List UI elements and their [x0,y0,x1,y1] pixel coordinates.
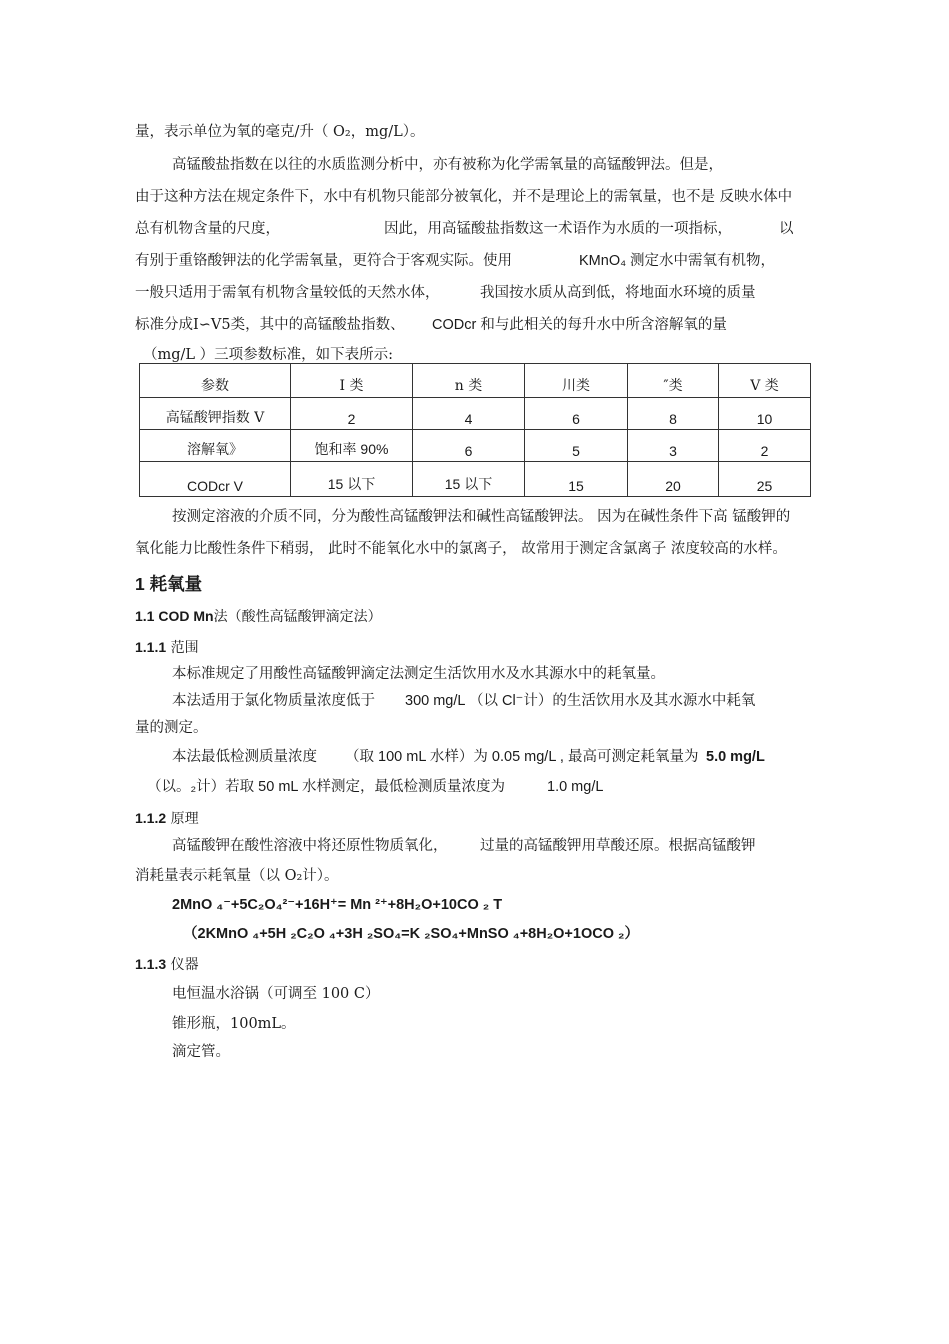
paragraph-line: （以。₂计）若取 50 mL 水样测定，最低检测质量浓度为 [147,779,505,795]
heading-number: 1.1.3 [135,956,167,972]
table-cell: 6 [525,398,628,430]
paragraph-line: 300 mg/L （以 Cl⁻计）的生活饮用水及其水源水中耗氧 [405,693,756,709]
chemical-equation: 2MnO ₄⁻+5C₂O₄²⁻+16H⁺= Mn ²⁺+8H₂O+10CO ₂ T [172,897,503,913]
table-cell: 15 以下 [413,462,525,497]
heading-number: 1.1.2 [135,810,167,826]
paragraph-line: 总有机物含量的尺度， [135,221,280,237]
paragraph-line: （mg/L ）三项参数标准，如下表所示: [143,347,394,363]
paragraph-line: 我国按水质从高到低，将地面水环境的质量 [480,285,756,301]
paragraph-line: 本法最低检测质量浓度 [172,749,317,765]
paragraph-line: 消耗量表示耗氧量（以 O₂计）。 [135,868,339,884]
table-row [140,398,811,430]
paragraph-line: 本标准规定了用酸性高锰酸钾滴定法测定生活饮用水及水其源水中的耗氧量。 [172,666,665,682]
list-item: 电恒温水浴锅（可调至 100 C） [172,986,380,1002]
table-cell: 15 [525,462,628,497]
standards-table [139,363,811,497]
table-cell: 8 [628,398,719,430]
heading-text: 仪器 [170,957,199,973]
paragraph-line: 因此，用高锰酸盐指数这一术语作为水质的一项指标， [384,221,732,237]
table-cell: 饱和率 90% [291,430,413,462]
paragraph-line: 量的测定。 [135,720,208,736]
paragraph-line: 量，表示单位为氧的毫克/升（ O₂，mg/L）。 [135,124,425,140]
paragraph-line: 一般只适用于需氧有机物含量较低的天然水体， [135,285,440,301]
paragraph-line: 高锰酸钾在酸性溶液中将还原性物质氧化， [172,838,448,854]
table-header-cell: I 类 [291,364,413,398]
paragraph-line: 有别于重铬酸钾法的化学需氧量，更符合于客观实际。使用 [135,253,512,269]
heading-number: 1.1 COD Mn [135,608,214,624]
list-item: 滴定管。 [172,1044,230,1060]
table-header-cell: 川类 [525,364,628,398]
paragraph-line: 按测定溶液的介质不同，分为酸性高锰酸钾法和碱性高锰酸钾法。 因为在碱性条件下高 锰酸钾的 [172,509,791,525]
heading-text: 范围 [170,640,199,656]
chemical-equation: （2KMnO ₄+5H ₂C₂O ₄+3H ₂SO₄=K ₂SO₄+MnSO ₄+8H₂O+1OCO ₂） [183,926,639,942]
table-cell: 5 [525,430,628,462]
paragraph-line: CODcr 和与此相关的每升水中所含溶解氧的量 [432,317,727,333]
table-header-cell: V 类 [719,364,811,398]
subsection-heading [135,607,382,626]
table-header-cell: 参数 [140,364,291,398]
heading-number: 1.1.1 [135,639,167,655]
paragraph-line: （取 100 mL 水样）为 0.05 mg/L , 最高可测定耗氧量为 [345,749,699,765]
paragraph-line: 本法适用于氯化物质量浓度低于 [172,693,375,709]
paragraph-line: 1.0 mg/L [547,779,604,795]
list-item: 锥形瓶，100mL。 [172,1016,296,1032]
table-header-cell: ″类 [628,364,719,398]
paragraph-line: 过量的高锰酸钾用草酸还原。根据高锰酸钾 [480,838,756,854]
table-row [140,430,811,462]
paragraph-line: 以 [779,221,794,237]
paragraph-line: 氧化能力比酸性条件下稍弱， 此时不能氧化水中的氯离子， 故常用于测定含氯离子 浓度较高的水样。 [135,541,787,557]
paragraph-line: KMnO₄ 测定水中需氧有机物， [579,253,776,269]
table-cell: 20 [628,462,719,497]
paragraph-line: 5.0 mg/L [706,749,765,765]
paragraph-line: 由于这种方法在规定条件下，水中有机物只能部分被氧化，并不是理论上的需氧量，也不是 反映水体中 [135,189,793,205]
table-cell: 15 以下 [291,462,413,497]
paragraph-line: 标准分成Ⅰ∽Ⅴ5类，其中的高锰酸盐指数、 [135,317,405,333]
paragraph-line: 高锰酸盐指数在以往的水质监测分析中，亦有被称为化学需氧量的高锰酸钾法。但是， [172,157,723,173]
heading-text: 原理 [170,811,199,827]
table-cell: 6 [413,430,525,462]
table-cell: 25 [719,462,811,497]
subsection-heading [135,809,199,828]
subsection-heading [135,955,199,974]
subsection-heading [135,638,199,657]
table-cell: 3 [628,430,719,462]
table-header-cell: n 类 [413,364,525,398]
table-row [140,462,811,497]
table-cell: 高锰酸钾指数 V [140,398,291,430]
table-cell: 4 [413,398,525,430]
table-header-row [140,364,811,398]
section-heading: 1 耗氧量 [135,574,203,594]
table-cell: 溶解氧》 [140,430,291,462]
table-cell: 10 [719,398,811,430]
table-cell: CODcr V [140,462,291,497]
table-cell: 2 [719,430,811,462]
table-cell: 2 [291,398,413,430]
heading-text: 法（酸性高锰酸钾滴定法） [213,609,382,625]
